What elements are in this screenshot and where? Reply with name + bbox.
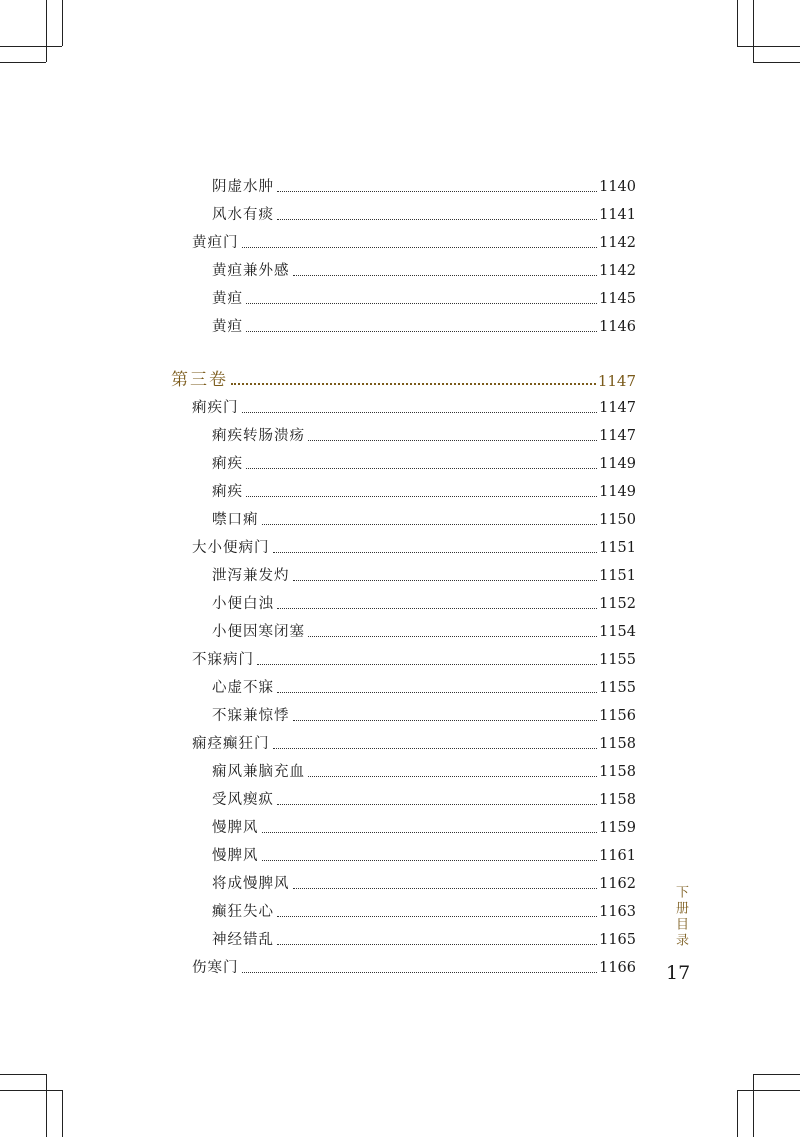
- toc-entry[interactable]: [212, 449, 636, 473]
- leader-dots: [262, 524, 598, 525]
- toc-entry-label: 风水有痰: [212, 207, 274, 223]
- toc-entry[interactable]: [212, 869, 636, 893]
- toc-entry-label: 小便因寒闭塞: [212, 624, 305, 640]
- leader-dots: [273, 552, 598, 553]
- leader-dots: [246, 496, 597, 497]
- toc-entry-label: 神经错乱: [212, 932, 274, 948]
- toc-entry-page: 1155: [599, 652, 636, 668]
- toc-entry[interactable]: [212, 589, 636, 613]
- toc-entry-page: 1149: [599, 456, 636, 472]
- toc-entry[interactable]: [212, 897, 636, 921]
- leader-dots: [293, 580, 598, 581]
- toc-volume-heading[interactable]: [171, 364, 636, 390]
- leader-dots: [277, 804, 597, 805]
- toc-entry-label: 黄疸: [212, 319, 243, 335]
- toc-entry[interactable]: [212, 673, 636, 697]
- leader-dots: [246, 331, 597, 332]
- toc-section[interactable]: [192, 645, 636, 669]
- toc-entry-label: 噤口痢: [212, 512, 259, 528]
- toc-entry-label: 黄疸: [212, 291, 243, 307]
- toc-entry-label: 不寐兼惊悸: [212, 708, 290, 724]
- toc-entry-page: 1154: [599, 624, 636, 640]
- toc-entry[interactable]: [212, 561, 636, 585]
- toc-entry-page: 1142: [599, 235, 636, 251]
- toc-entry-label: 受风瘈疭: [212, 792, 274, 808]
- toc-entry-page: 1141: [599, 207, 636, 223]
- leader-dots: [293, 720, 598, 721]
- toc-entry-label: 泄泻兼发灼: [212, 568, 290, 584]
- toc-section-label: 大小便病门: [192, 540, 270, 556]
- toc-entry-page: 1140: [599, 179, 636, 195]
- volume-page: 1147: [597, 372, 636, 390]
- toc-entry-page: 1155: [599, 680, 636, 696]
- toc-entry-page: 1158: [599, 764, 636, 780]
- toc-entry[interactable]: [212, 200, 636, 224]
- leader-dots: [262, 832, 598, 833]
- toc-entry-page: 1158: [599, 792, 636, 808]
- toc-entry[interactable]: [212, 617, 636, 641]
- volume-label: 第三卷: [171, 370, 228, 390]
- leader-dots: [257, 664, 597, 665]
- toc-entry-label: 痢疾转肠溃疡: [212, 428, 305, 444]
- toc-entry[interactable]: [212, 256, 636, 280]
- toc-entry-label: 痢疾: [212, 456, 243, 472]
- leader-dots: [242, 247, 598, 248]
- leader-dots: [246, 468, 597, 469]
- toc-entry-page: 1166: [599, 960, 636, 976]
- leader-dots: [277, 608, 597, 609]
- leader-dots: [277, 692, 597, 693]
- toc-section[interactable]: [192, 729, 636, 753]
- toc-entry-page: 1162: [599, 876, 636, 892]
- leader-dots: [242, 412, 598, 413]
- toc-entry-page: 1151: [599, 568, 636, 584]
- leader-dots: [277, 219, 597, 220]
- toc-entry[interactable]: [212, 505, 636, 529]
- toc-section-label: 痢疾门: [192, 400, 239, 416]
- toc-entry-page: 1147: [599, 428, 636, 444]
- toc-entry-page: 1147: [599, 400, 636, 416]
- toc-entry-page: 1149: [599, 484, 636, 500]
- toc-entry-label: 慢脾风: [212, 848, 259, 864]
- toc-entry[interactable]: [212, 925, 636, 949]
- leader-dots: [262, 860, 598, 861]
- toc-entry-label: 将成慢脾风: [212, 876, 290, 892]
- toc-entry-page: 1161: [599, 848, 636, 864]
- leader-dots: [246, 303, 597, 304]
- toc-entry[interactable]: [212, 421, 636, 445]
- toc-entry[interactable]: [212, 785, 636, 809]
- toc-entry[interactable]: [212, 284, 636, 308]
- leader-dots: [308, 636, 597, 637]
- leader-dots: [308, 776, 597, 777]
- toc-entry-label: 黄疸兼外感: [212, 263, 290, 279]
- toc-entry-page: 1151: [599, 540, 636, 556]
- leader-dots: [277, 191, 597, 192]
- toc-entry-page: 1150: [599, 512, 636, 528]
- toc-entry[interactable]: [212, 757, 636, 781]
- toc-entry-label: 心虚不寐: [212, 680, 274, 696]
- toc-entry-page: 1142: [599, 263, 636, 279]
- toc-section[interactable]: [192, 533, 636, 557]
- leader-dots: [308, 440, 597, 441]
- page-number: 17: [666, 962, 691, 984]
- toc-section-label: 黄疸门: [192, 235, 239, 251]
- toc-entry-label: 阴虚水肿: [212, 179, 274, 195]
- toc-section-label: 痫痉癫狂门: [192, 736, 270, 752]
- leader-dots: [231, 383, 596, 385]
- toc-entry-label: 小便白浊: [212, 596, 274, 612]
- toc-entry[interactable]: [212, 813, 636, 837]
- toc-entry-page: 1152: [599, 596, 636, 612]
- side-section-label: 下册目录: [673, 885, 688, 949]
- toc-section-label: 伤寒门: [192, 960, 239, 976]
- toc-entry-page: 1158: [599, 736, 636, 752]
- leader-dots: [293, 888, 598, 889]
- toc-entry-label: 癫狂失心: [212, 904, 274, 920]
- leader-dots: [277, 944, 597, 945]
- leader-dots: [273, 748, 598, 749]
- toc-entry-label: 痫风兼脑充血: [212, 764, 305, 780]
- toc-entry-page: 1145: [599, 291, 636, 307]
- toc-entry-page: 1163: [599, 904, 636, 920]
- toc-entry-page: 1159: [599, 820, 636, 836]
- toc-entry-page: 1146: [599, 319, 636, 335]
- leader-dots: [242, 972, 598, 973]
- toc-entry-page: 1165: [599, 932, 636, 948]
- toc-entry-label: 痢疾: [212, 484, 243, 500]
- toc-entry[interactable]: [212, 172, 636, 196]
- leader-dots: [293, 275, 598, 276]
- toc-section[interactable]: [192, 393, 636, 417]
- toc-section[interactable]: [192, 953, 636, 977]
- toc-entry-page: 1156: [599, 708, 636, 724]
- toc-section[interactable]: [192, 228, 636, 252]
- toc-section-label: 不寐病门: [192, 652, 254, 668]
- toc-entry[interactable]: [212, 312, 636, 336]
- toc-entry[interactable]: [212, 701, 636, 725]
- toc-entry-label: 慢脾风: [212, 820, 259, 836]
- toc-entry[interactable]: [212, 841, 636, 865]
- toc-entry[interactable]: [212, 477, 636, 501]
- leader-dots: [277, 916, 597, 917]
